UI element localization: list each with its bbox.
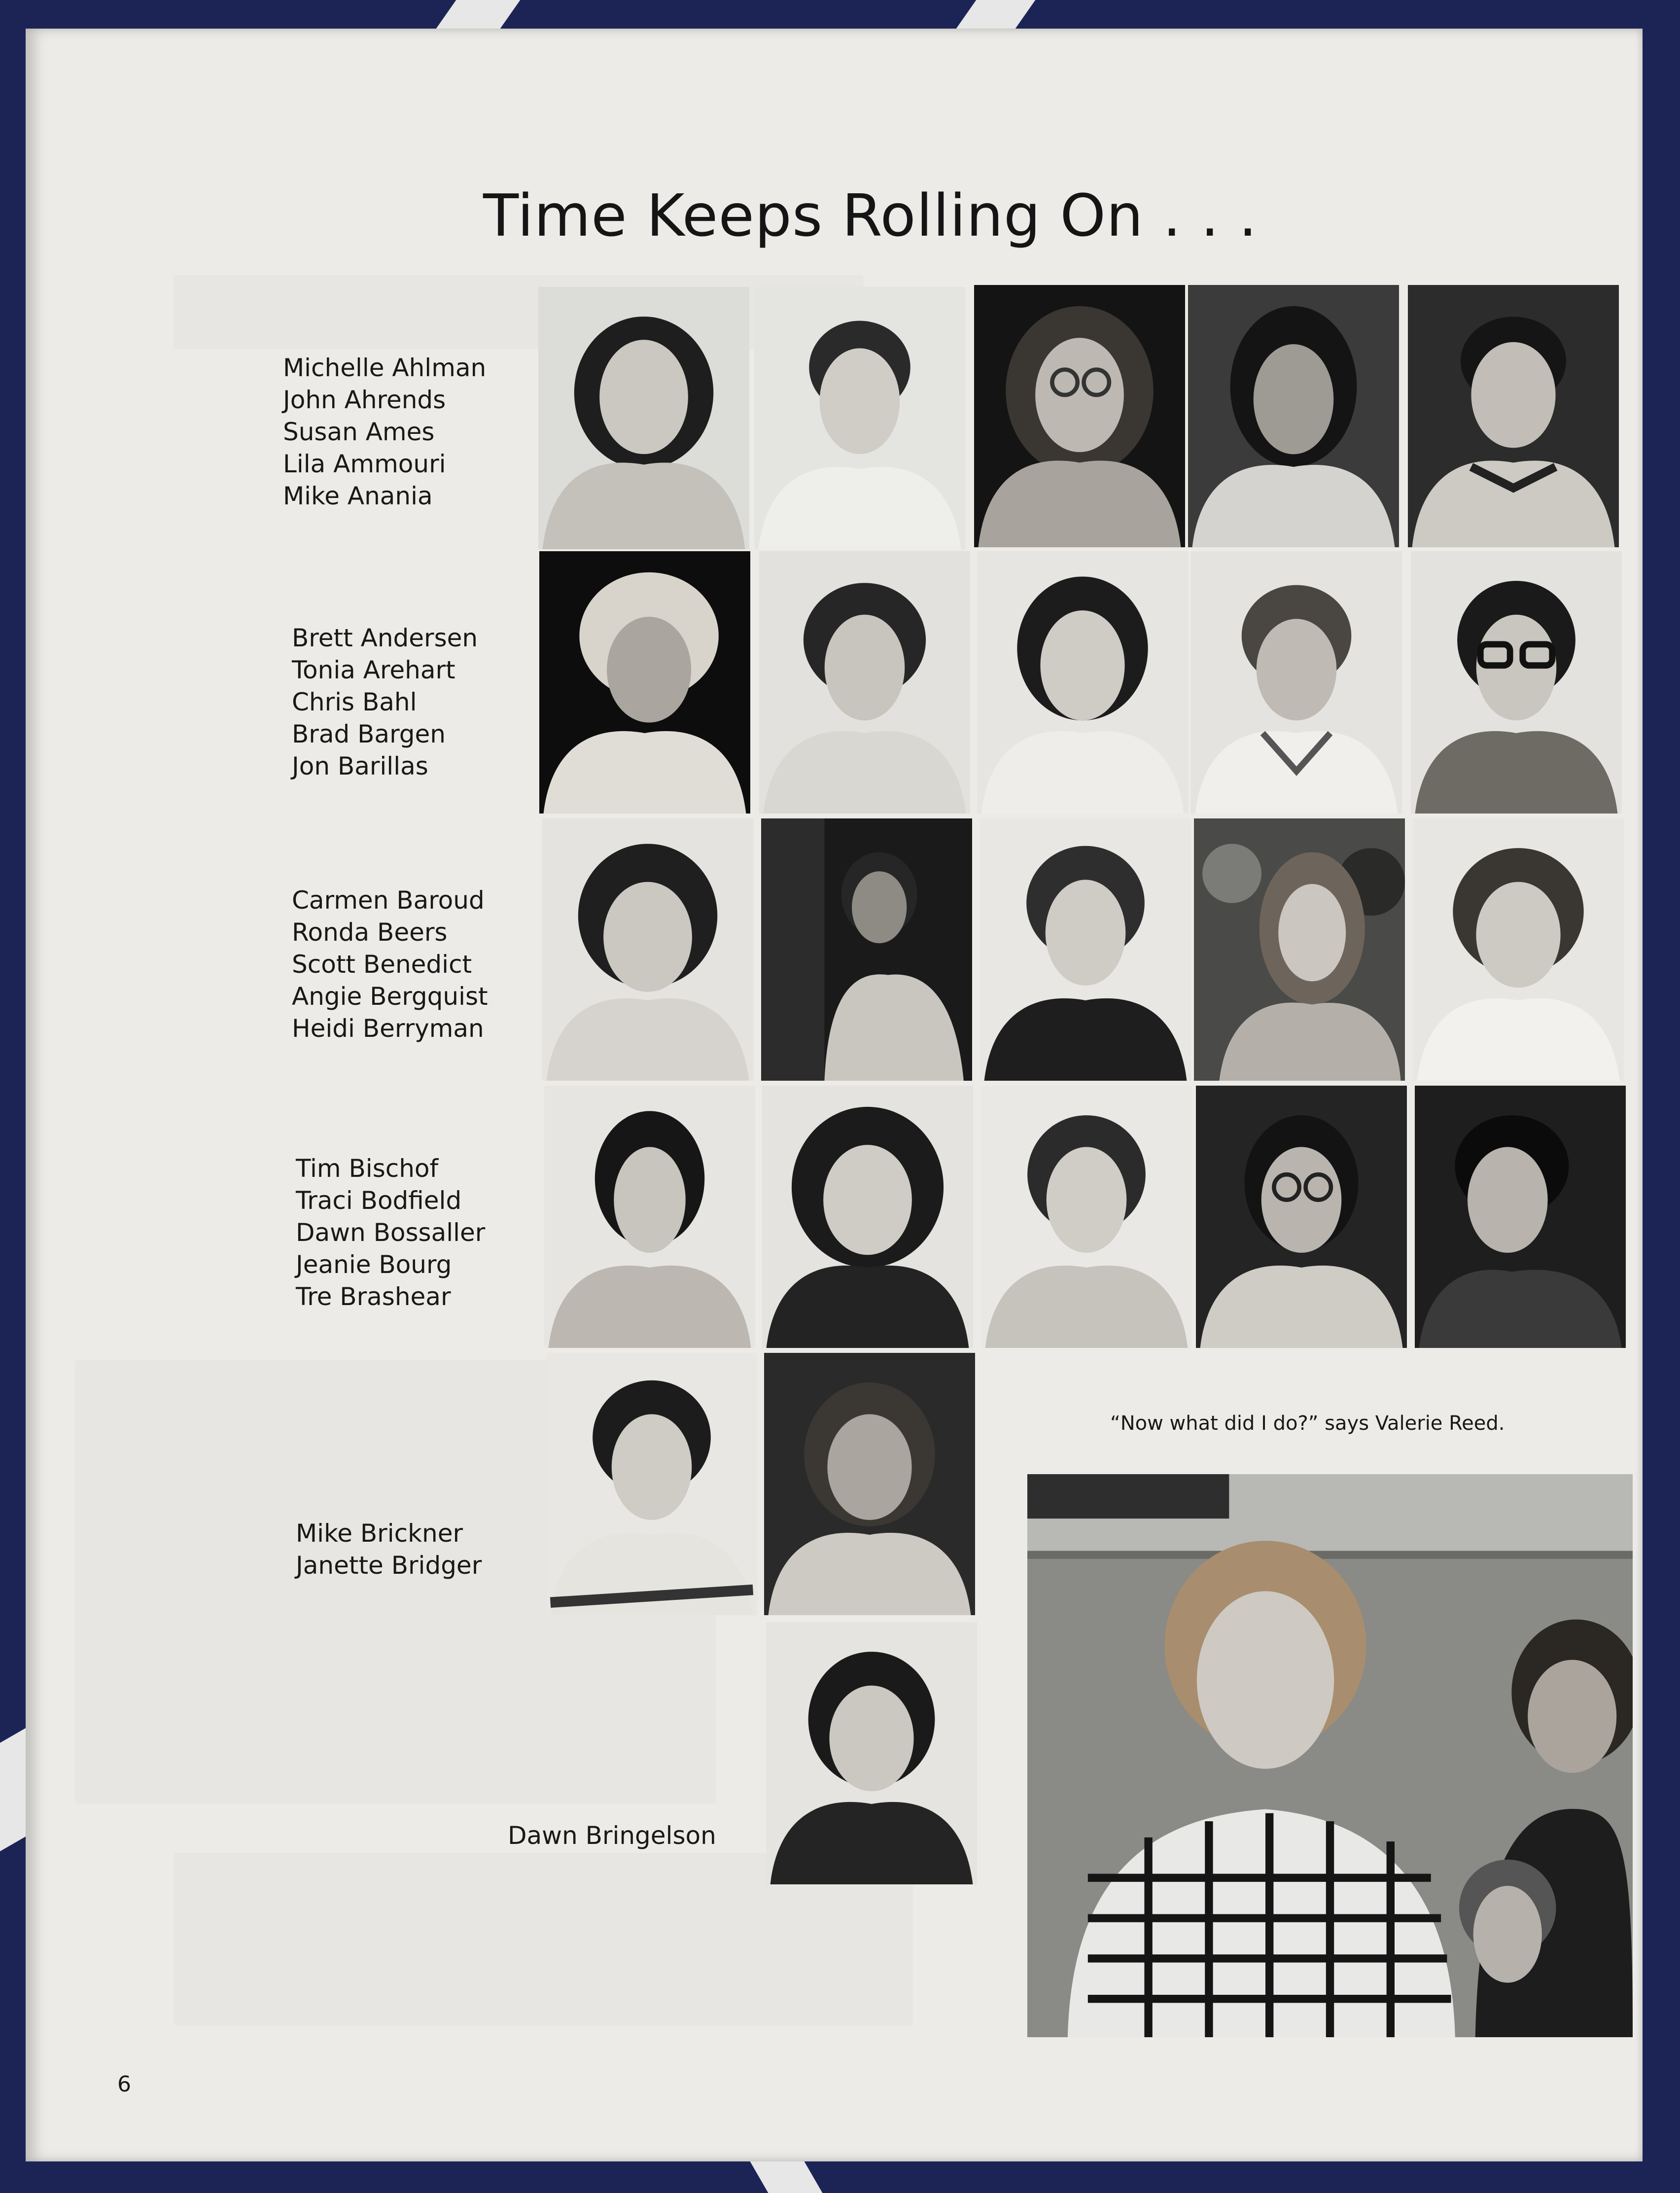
student-name: Heidi Berryman [292, 1014, 484, 1043]
student-name: Scott Benedict [292, 950, 472, 979]
student-portrait [542, 818, 753, 1081]
student-portrait [1194, 818, 1405, 1081]
name-list-row-1 [283, 352, 486, 512]
student-name: Chris Bahl [292, 688, 417, 716]
student-name: Susan Ames [283, 418, 435, 446]
student-portrait [1415, 1086, 1626, 1348]
student-name: Tre Brashear [296, 1282, 451, 1311]
student-portrait [759, 551, 970, 814]
single-portrait-label: Dawn Bringelson [508, 1821, 716, 1850]
student-name: Jeanie Bourg [296, 1250, 452, 1279]
student-name: Brad Bargen [292, 720, 446, 748]
student-name: Dawn Bossaller [296, 1218, 486, 1247]
student-portrait [1196, 1086, 1407, 1348]
student-name: Janette Bridger [296, 1551, 482, 1580]
student-name: Jon Barillas [292, 752, 428, 780]
student-name: Lila Ammouri [283, 450, 446, 478]
name-list-row-2 [292, 622, 478, 782]
student-portrait [1413, 818, 1624, 1081]
photo-caption: “Now what did I do?” says Valerie Reed. [1110, 1412, 1505, 1435]
student-name: Angie Bergquist [292, 982, 488, 1011]
student-portrait [766, 1622, 977, 1884]
student-portrait [539, 551, 750, 814]
student-portrait [764, 1353, 975, 1615]
candid-photo [1027, 1474, 1633, 2037]
student-portrait [761, 818, 972, 1081]
name-list-row-5 [296, 1518, 482, 1582]
student-name: Ronda Beers [292, 918, 448, 947]
student-portrait [1411, 551, 1622, 814]
student-portrait [974, 285, 1185, 547]
cover-stripe-decoration [436, 0, 521, 29]
student-portrait [754, 287, 965, 549]
student-name: Tim Bischof [296, 1154, 439, 1183]
student-portrait [1408, 285, 1619, 547]
name-list-row-4 [296, 1153, 485, 1313]
cover-stripe-decoration [750, 2161, 823, 2193]
student-portrait [762, 1086, 973, 1348]
student-portrait [538, 287, 749, 549]
page-title: Time Keeps Rolling On . . . [483, 181, 1258, 249]
cover-stripe-decoration [956, 0, 1036, 29]
student-portrait [544, 1086, 755, 1348]
student-name: Traci Bodfield [296, 1186, 462, 1215]
student-portrait [1191, 551, 1402, 814]
student-name: Mike Anania [283, 482, 433, 510]
student-name: Mike Brickner [296, 1519, 463, 1548]
student-portrait [977, 551, 1188, 814]
student-name: Tonia Arehart [292, 656, 455, 684]
student-name: Brett Andersen [292, 624, 478, 652]
cover-stripe-decoration [0, 1728, 26, 1851]
student-name: John Ahrends [283, 386, 446, 414]
student-portrait [980, 818, 1191, 1081]
name-list-row-3 [292, 884, 488, 1045]
student-name: Michelle Ahlman [283, 354, 487, 382]
student-portrait [981, 1086, 1192, 1348]
student-portrait [546, 1353, 757, 1615]
student-name: Carmen Baroud [292, 886, 485, 915]
student-portrait [1188, 285, 1399, 547]
page-number: 6 [117, 2072, 131, 2097]
